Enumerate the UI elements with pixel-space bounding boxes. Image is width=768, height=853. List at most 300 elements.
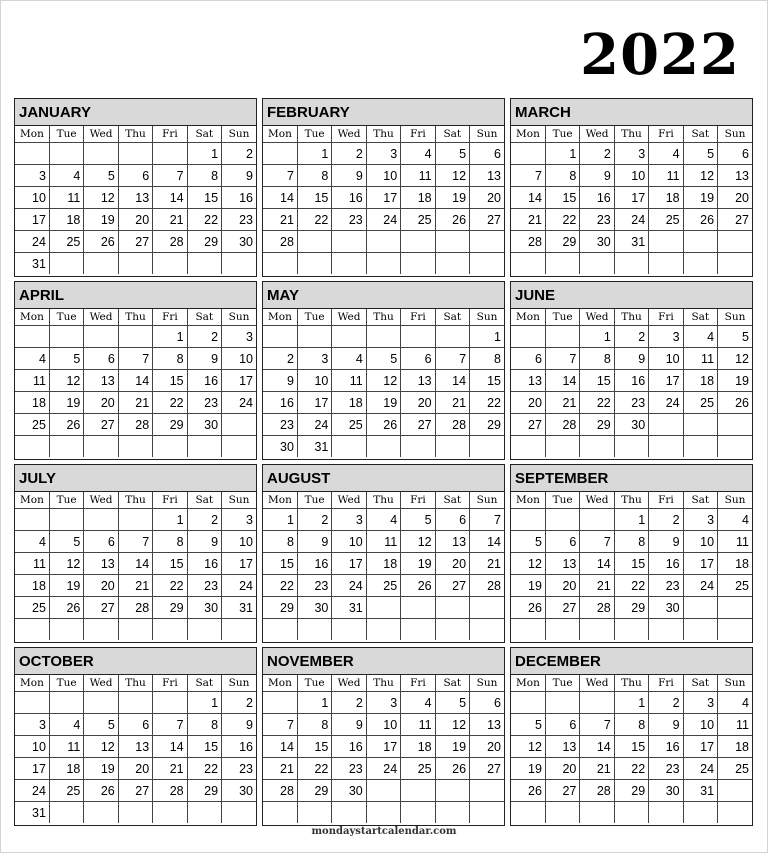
day-cell: 10	[297, 370, 331, 392]
weekday-header: Wed	[580, 492, 614, 509]
day-cell: 19	[84, 209, 118, 231]
day-cell: 18	[49, 209, 83, 231]
day-cell: 3	[222, 326, 256, 348]
day-cell	[435, 231, 469, 253]
day-cell	[15, 326, 49, 348]
day-cell: 16	[649, 736, 683, 758]
day-cell	[187, 619, 221, 641]
weekday-header: Fri	[649, 492, 683, 509]
day-cell: 3	[366, 692, 400, 714]
day-cell: 29	[614, 597, 648, 619]
day-cell: 31	[222, 597, 256, 619]
day-cell: 3	[297, 348, 331, 370]
weekday-header: Tue	[297, 126, 331, 143]
day-cell: 18	[649, 187, 683, 209]
day-cell	[84, 143, 118, 165]
day-cell	[435, 253, 469, 275]
day-cell: 13	[511, 370, 545, 392]
day-cell	[84, 253, 118, 275]
day-cell: 20	[718, 187, 752, 209]
day-cell: 10	[332, 531, 366, 553]
day-cell	[545, 509, 579, 531]
day-cell	[222, 802, 256, 824]
day-cell: 26	[49, 414, 83, 436]
weekday-header: Tue	[49, 675, 83, 692]
day-cell	[332, 619, 366, 641]
weekday-header: Thu	[366, 309, 400, 326]
weekday-header: Thu	[118, 309, 152, 326]
day-cell: 9	[187, 531, 221, 553]
day-cell	[580, 509, 614, 531]
weekday-header: Sun	[718, 309, 752, 326]
day-cell: 27	[401, 414, 435, 436]
day-cell: 8	[614, 531, 648, 553]
day-cell	[263, 692, 297, 714]
day-cell: 7	[118, 531, 152, 553]
day-cell: 22	[187, 209, 221, 231]
day-cell: 22	[263, 575, 297, 597]
day-cell	[222, 414, 256, 436]
day-cell: 20	[401, 392, 435, 414]
day-cell: 24	[15, 231, 49, 253]
day-cell: 8	[297, 165, 331, 187]
weekday-header: Sat	[187, 675, 221, 692]
day-cell	[263, 253, 297, 275]
day-cell: 7	[263, 165, 297, 187]
day-cell: 1	[545, 143, 579, 165]
day-cell: 6	[470, 692, 504, 714]
day-cell: 20	[435, 553, 469, 575]
day-cell: 2	[332, 143, 366, 165]
month-title: JULY	[15, 465, 256, 492]
day-cell: 26	[435, 758, 469, 780]
day-cell: 1	[297, 143, 331, 165]
day-cell: 16	[222, 736, 256, 758]
day-cell	[683, 436, 717, 458]
day-cell: 20	[84, 575, 118, 597]
day-cell	[401, 326, 435, 348]
weekday-header: Thu	[614, 309, 648, 326]
day-cell	[118, 692, 152, 714]
day-cell: 21	[545, 392, 579, 414]
weekday-header: Tue	[545, 126, 579, 143]
weekday-header: Fri	[153, 309, 187, 326]
day-cell	[84, 802, 118, 824]
day-cell: 12	[366, 370, 400, 392]
weekday-header: Mon	[511, 675, 545, 692]
day-cell	[153, 692, 187, 714]
weekday-header: Sat	[683, 675, 717, 692]
weekday-header: Sat	[435, 675, 469, 692]
day-cell: 26	[683, 209, 717, 231]
month-april	[14, 281, 257, 460]
day-cell	[118, 802, 152, 824]
day-cell: 3	[15, 714, 49, 736]
day-cell	[297, 231, 331, 253]
day-cell: 20	[511, 392, 545, 414]
month-day-table	[15, 126, 256, 274]
day-cell: 6	[545, 714, 579, 736]
day-cell: 3	[15, 165, 49, 187]
day-cell: 21	[118, 575, 152, 597]
day-cell: 27	[84, 597, 118, 619]
day-cell	[297, 802, 331, 824]
day-cell: 12	[511, 553, 545, 575]
day-cell: 22	[297, 209, 331, 231]
day-cell: 8	[614, 714, 648, 736]
day-cell: 5	[49, 531, 83, 553]
day-cell: 4	[401, 143, 435, 165]
weekday-header: Thu	[614, 492, 648, 509]
day-cell: 20	[84, 392, 118, 414]
weekday-header: Mon	[15, 675, 49, 692]
day-cell	[332, 436, 366, 458]
day-cell: 10	[15, 736, 49, 758]
day-cell: 28	[580, 597, 614, 619]
day-cell	[15, 692, 49, 714]
day-cell: 18	[15, 575, 49, 597]
day-cell: 2	[332, 692, 366, 714]
day-cell: 1	[580, 326, 614, 348]
day-cell: 10	[683, 714, 717, 736]
weekday-header: Tue	[49, 309, 83, 326]
day-cell: 7	[580, 714, 614, 736]
day-cell: 3	[332, 509, 366, 531]
weekday-header: Sat	[187, 492, 221, 509]
day-cell	[470, 231, 504, 253]
weekday-header: Sat	[435, 309, 469, 326]
day-cell: 5	[683, 143, 717, 165]
day-cell: 22	[614, 575, 648, 597]
day-cell: 19	[435, 187, 469, 209]
day-cell: 2	[222, 143, 256, 165]
weekday-header: Mon	[263, 309, 297, 326]
month-august	[262, 464, 505, 643]
day-cell: 20	[118, 209, 152, 231]
day-cell: 17	[222, 553, 256, 575]
day-cell: 28	[153, 780, 187, 802]
day-cell	[332, 802, 366, 824]
day-cell: 14	[580, 736, 614, 758]
day-cell: 4	[332, 348, 366, 370]
day-cell: 16	[297, 553, 331, 575]
day-cell	[49, 619, 83, 641]
day-cell: 26	[435, 209, 469, 231]
day-cell: 2	[580, 143, 614, 165]
day-cell: 18	[683, 370, 717, 392]
day-cell	[649, 802, 683, 824]
day-cell: 27	[435, 575, 469, 597]
weekday-header: Wed	[84, 309, 118, 326]
weekday-header: Mon	[511, 126, 545, 143]
day-cell	[401, 802, 435, 824]
day-cell	[470, 253, 504, 275]
day-cell: 21	[511, 209, 545, 231]
month-title: OCTOBER	[15, 648, 256, 675]
day-cell: 7	[435, 348, 469, 370]
day-cell: 1	[614, 692, 648, 714]
day-cell	[49, 509, 83, 531]
day-cell	[332, 326, 366, 348]
weekday-header: Sun	[718, 675, 752, 692]
day-cell: 12	[511, 736, 545, 758]
weekday-header: Sun	[222, 675, 256, 692]
day-cell	[118, 143, 152, 165]
day-cell: 20	[470, 187, 504, 209]
day-cell: 29	[153, 414, 187, 436]
day-cell: 17	[366, 736, 400, 758]
day-cell: 15	[545, 187, 579, 209]
day-cell: 27	[118, 780, 152, 802]
day-cell: 24	[683, 758, 717, 780]
day-cell	[614, 802, 648, 824]
day-cell	[580, 253, 614, 275]
day-cell: 2	[297, 509, 331, 531]
day-cell: 2	[187, 326, 221, 348]
day-cell: 11	[718, 531, 752, 553]
day-cell: 12	[49, 553, 83, 575]
day-cell: 11	[401, 714, 435, 736]
day-cell: 2	[263, 348, 297, 370]
day-cell: 31	[15, 253, 49, 275]
day-cell: 15	[187, 736, 221, 758]
day-cell	[683, 414, 717, 436]
day-cell	[153, 436, 187, 458]
month-october	[14, 647, 257, 826]
day-cell: 14	[153, 187, 187, 209]
day-cell: 1	[153, 509, 187, 531]
day-cell	[84, 436, 118, 458]
day-cell	[718, 231, 752, 253]
day-cell: 9	[222, 714, 256, 736]
day-cell	[263, 326, 297, 348]
day-cell: 25	[683, 392, 717, 414]
day-cell: 23	[222, 758, 256, 780]
day-cell: 21	[580, 758, 614, 780]
day-cell	[84, 692, 118, 714]
day-cell: 5	[718, 326, 752, 348]
day-cell: 4	[15, 531, 49, 553]
day-cell	[297, 326, 331, 348]
day-cell: 14	[580, 553, 614, 575]
day-cell: 16	[614, 370, 648, 392]
day-cell: 19	[49, 575, 83, 597]
day-cell	[187, 436, 221, 458]
day-cell: 30	[649, 597, 683, 619]
day-cell: 30	[187, 597, 221, 619]
day-cell: 17	[297, 392, 331, 414]
day-cell: 20	[470, 736, 504, 758]
day-cell: 10	[222, 531, 256, 553]
day-cell: 17	[649, 370, 683, 392]
day-cell	[366, 802, 400, 824]
day-cell: 5	[435, 143, 469, 165]
day-cell: 16	[187, 553, 221, 575]
day-cell	[683, 231, 717, 253]
day-cell: 15	[297, 736, 331, 758]
day-cell: 14	[435, 370, 469, 392]
month-title: NOVEMBER	[263, 648, 504, 675]
day-cell	[718, 436, 752, 458]
day-cell: 24	[366, 758, 400, 780]
day-cell: 13	[718, 165, 752, 187]
weekday-header: Sat	[683, 126, 717, 143]
day-cell: 11	[401, 165, 435, 187]
day-cell	[580, 692, 614, 714]
month-day-table	[263, 675, 504, 823]
day-cell	[718, 780, 752, 802]
day-cell: 29	[187, 231, 221, 253]
day-cell: 14	[118, 553, 152, 575]
day-cell: 15	[470, 370, 504, 392]
day-cell: 23	[297, 575, 331, 597]
month-september	[510, 464, 753, 643]
month-day-table	[263, 126, 504, 274]
weekday-header: Sun	[470, 492, 504, 509]
day-cell: 5	[49, 348, 83, 370]
day-cell	[580, 619, 614, 641]
day-cell: 24	[649, 392, 683, 414]
day-cell: 5	[401, 509, 435, 531]
weekday-header: Thu	[118, 126, 152, 143]
day-cell	[545, 326, 579, 348]
day-cell: 31	[15, 802, 49, 824]
footer-website: mondaystartcalendar.com	[311, 826, 457, 837]
day-cell: 10	[366, 165, 400, 187]
day-cell: 5	[511, 714, 545, 736]
month-title: AUGUST	[263, 465, 504, 492]
day-cell: 21	[153, 209, 187, 231]
day-cell: 11	[49, 736, 83, 758]
day-cell	[470, 619, 504, 641]
day-cell: 27	[470, 209, 504, 231]
day-cell	[649, 231, 683, 253]
day-cell: 20	[545, 758, 579, 780]
weekday-header: Wed	[84, 126, 118, 143]
day-cell: 29	[614, 780, 648, 802]
weekday-header: Sun	[222, 126, 256, 143]
day-cell: 14	[470, 531, 504, 553]
month-day-table	[15, 309, 256, 457]
day-cell: 3	[222, 509, 256, 531]
day-cell: 8	[187, 714, 221, 736]
day-cell	[332, 253, 366, 275]
day-cell: 1	[470, 326, 504, 348]
day-cell	[15, 436, 49, 458]
day-cell: 10	[649, 348, 683, 370]
day-cell	[222, 619, 256, 641]
day-cell: 26	[366, 414, 400, 436]
month-june	[510, 281, 753, 460]
day-cell: 9	[580, 165, 614, 187]
day-cell	[649, 619, 683, 641]
day-cell: 13	[84, 370, 118, 392]
day-cell: 23	[649, 575, 683, 597]
day-cell: 15	[297, 187, 331, 209]
day-cell	[683, 597, 717, 619]
weekday-header: Sun	[718, 492, 752, 509]
month-day-table	[15, 492, 256, 640]
day-cell	[435, 436, 469, 458]
day-cell	[366, 597, 400, 619]
day-cell	[118, 253, 152, 275]
day-cell: 5	[84, 714, 118, 736]
day-cell	[366, 253, 400, 275]
day-cell	[15, 509, 49, 531]
day-cell: 12	[435, 165, 469, 187]
day-cell: 24	[15, 780, 49, 802]
day-cell	[222, 253, 256, 275]
day-cell: 6	[435, 509, 469, 531]
day-cell	[683, 619, 717, 641]
day-cell: 30	[297, 597, 331, 619]
day-cell: 27	[545, 780, 579, 802]
day-cell	[545, 692, 579, 714]
month-day-table	[511, 675, 752, 823]
day-cell	[366, 780, 400, 802]
day-cell: 29	[545, 231, 579, 253]
weekday-header: Mon	[511, 309, 545, 326]
day-cell	[263, 143, 297, 165]
day-cell: 9	[614, 348, 648, 370]
day-cell: 17	[614, 187, 648, 209]
weekday-header: Tue	[297, 309, 331, 326]
day-cell: 30	[263, 436, 297, 458]
day-cell: 2	[222, 692, 256, 714]
day-cell: 16	[649, 553, 683, 575]
weekday-header: Thu	[118, 675, 152, 692]
day-cell: 22	[470, 392, 504, 414]
day-cell: 22	[187, 758, 221, 780]
day-cell	[614, 253, 648, 275]
day-cell	[435, 326, 469, 348]
day-cell: 27	[545, 597, 579, 619]
day-cell: 18	[332, 392, 366, 414]
day-cell: 14	[153, 736, 187, 758]
day-cell: 1	[153, 326, 187, 348]
day-cell: 8	[153, 348, 187, 370]
weekday-header: Thu	[614, 126, 648, 143]
day-cell: 8	[153, 531, 187, 553]
day-cell: 8	[187, 165, 221, 187]
weekday-header: Wed	[332, 492, 366, 509]
day-cell: 26	[401, 575, 435, 597]
weekday-header: Fri	[649, 126, 683, 143]
day-cell: 1	[187, 692, 221, 714]
day-cell	[153, 253, 187, 275]
day-cell	[511, 509, 545, 531]
day-cell: 31	[683, 780, 717, 802]
day-cell: 2	[614, 326, 648, 348]
day-cell	[470, 597, 504, 619]
day-cell: 14	[263, 187, 297, 209]
day-cell: 7	[153, 165, 187, 187]
day-cell: 18	[718, 736, 752, 758]
day-cell: 2	[187, 509, 221, 531]
month-title: DECEMBER	[511, 648, 752, 675]
day-cell: 10	[614, 165, 648, 187]
day-cell: 31	[614, 231, 648, 253]
day-cell: 24	[683, 575, 717, 597]
weekday-header: Fri	[401, 492, 435, 509]
day-cell	[401, 231, 435, 253]
day-cell: 12	[401, 531, 435, 553]
day-cell: 22	[153, 575, 187, 597]
day-cell: 23	[649, 758, 683, 780]
day-cell: 25	[15, 597, 49, 619]
day-cell: 19	[511, 758, 545, 780]
day-cell: 5	[511, 531, 545, 553]
